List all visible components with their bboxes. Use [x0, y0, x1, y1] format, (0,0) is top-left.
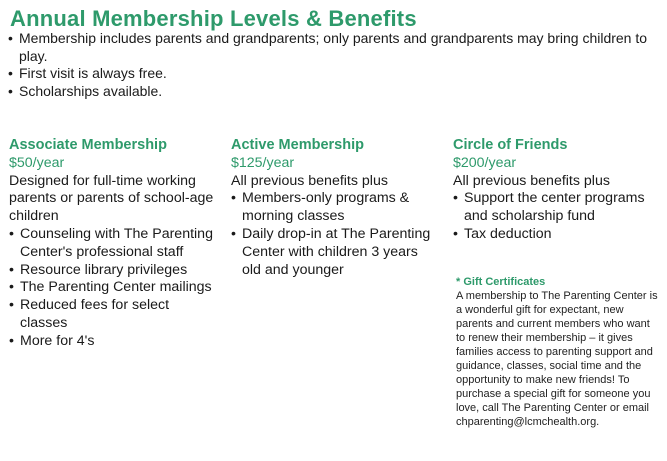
benefit-item: • Resource library privileges: [9, 262, 214, 280]
intro-bullet: • First visit is always free.: [8, 65, 658, 83]
membership-title: Associate Membership: [9, 137, 167, 153]
benefit-list: [231, 190, 436, 279]
benefit-item: • The Parenting Center mailings: [9, 279, 214, 297]
page-title: Annual Membership Levels & Benefits: [10, 6, 417, 31]
membership-description: All previous benefits plus: [231, 172, 388, 189]
benefit-item: • Members-only programs & morning classes: [231, 190, 436, 226]
gift-certificates-section: [456, 275, 661, 429]
benefit-list: [453, 190, 658, 243]
membership-price: $50/year: [9, 154, 65, 171]
circle-of-friends-column: [453, 137, 658, 244]
membership-description: All previous benefits plus: [453, 172, 610, 189]
gift-certificates-text: A membership to The Parenting Center is a wonderful gift for expectant, new parents and current members who want to renew their membership – it gives families access to parenting support and guidance, classes, social time and the opportunity to make new friends! To purchase a special gift for someone you love, call The Parenting Center or email chparenting@lcmchealth.org.: [456, 290, 658, 428]
gift-certificates-heading: [456, 275, 661, 289]
associate-membership-column: [9, 137, 214, 351]
active-membership-column: [231, 137, 436, 279]
membership-title: Circle of Friends: [453, 137, 568, 153]
benefit-item: • Reduced fees for select classes: [9, 297, 214, 333]
membership-title: Active Membership: [231, 137, 364, 153]
intro-bullet: • Scholarships available.: [8, 83, 658, 101]
benefit-list: [9, 226, 214, 351]
membership-price: $125/year: [231, 154, 295, 171]
benefit-item: • Daily drop-in at The Parenting Center with children 3 years old and younger: [231, 226, 436, 279]
gift-heading-label: Gift Certificates: [463, 276, 546, 288]
asterisk-marker: *: [456, 276, 461, 288]
benefit-item: • Tax deduction: [453, 226, 658, 244]
membership-price: $200/year: [453, 154, 517, 171]
intro-bullet: • Membership includes parents and grandparents; only parents and grandparents may bring children to play.: [8, 30, 658, 65]
benefit-item: • More for 4's: [9, 333, 214, 351]
benefit-item: • Support the center programs and scholarship fund: [453, 190, 658, 226]
intro-bullet-list: [8, 30, 658, 100]
membership-description: Designed for full-time working parents or parents of school-age children: [9, 172, 214, 225]
benefit-item: • Counseling with The Parenting Center's professional staff: [9, 226, 214, 262]
